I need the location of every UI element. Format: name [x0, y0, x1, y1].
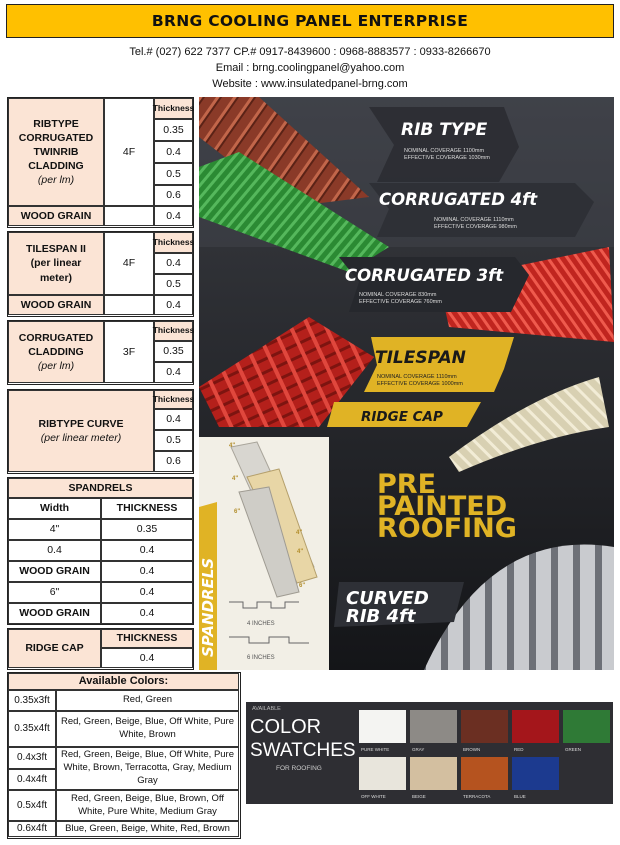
corrugated-3ft-coverage-1: NOMINAL COVERAGE 830mm [359, 292, 437, 298]
header-banner [6, 4, 614, 38]
swatch-pure-white [359, 710, 406, 743]
color-size-4: 0.5x4ft [8, 790, 56, 821]
corrugated-4ft-coverage-1: NOMINAL COVERAGE 1110mm [434, 217, 514, 223]
swatch-label-1: GRAY [412, 747, 425, 752]
swatch-green [563, 710, 610, 743]
painted-label: PAINTED [377, 491, 508, 522]
corrugated-name-1: CORRUGATED [18, 331, 94, 344]
ribtype-unit: (per lm) [37, 174, 75, 187]
swatch-red [512, 710, 559, 743]
swatch-terracota [461, 757, 508, 790]
spandrel-thickness-0: 0.35 [101, 519, 193, 540]
ribtype-width: 4F [104, 98, 154, 206]
color-list-0: Red, Green [56, 690, 239, 711]
spandrel-width-0: 4" [8, 519, 101, 540]
swatch-label-0: PURE WHITE [361, 747, 390, 752]
swatch-label-4: GREEN [565, 747, 582, 752]
ribtype-wood-grain: WOOD GRAIN [8, 206, 104, 226]
ribtype-thickness-0: 0.35 [154, 119, 193, 141]
ribtype-thickness-2: 0.5 [154, 163, 193, 185]
corrugated-3ft-label: CORRUGATED 3ft [345, 266, 504, 285]
ribcurve-unit: (per linear meter) [40, 432, 122, 444]
ribcurve-thickness-header: Thickness [154, 390, 193, 409]
ribcurve-thickness-1: 0.5 [154, 430, 193, 451]
tilespan-wood-grain: WOOD GRAIN [8, 295, 104, 315]
ribtype-table [7, 97, 194, 228]
tilespan-coverage-1: NOMINAL COVERAGE 1110mm [377, 374, 457, 380]
curved-label: CURVED [346, 588, 429, 609]
swatches-artwork [246, 702, 613, 804]
ridgecap-thickness: 0.4 [101, 648, 193, 668]
contact-website: Website : www.insulatedpanel-brng.com [212, 78, 408, 90]
company-title: BRNG COOLING PANEL ENTERPRISE [151, 12, 469, 30]
product-poster [199, 97, 614, 670]
spandrel-4-mark-3: 4" [296, 530, 303, 536]
rib-type-label: RIB TYPE [401, 120, 488, 140]
corrugated-unit: (per lm) [37, 360, 75, 373]
color-size-1: 0.35x4ft [8, 711, 56, 747]
corrugated-width: 3F [104, 321, 154, 383]
ribtype-name [8, 98, 104, 206]
spandrel-6-inches: 6 INCHES [247, 655, 275, 661]
spandrel-width-4: WOOD GRAIN [8, 603, 101, 624]
tilespan-name-3: meter) [39, 271, 73, 284]
swatch-brown [461, 710, 508, 743]
spandrel-width-2: WOOD GRAIN [8, 561, 101, 582]
swatch-label-2: BROWN [463, 747, 481, 752]
available-colors-table [7, 672, 241, 839]
ridge-cap-label: RIDGE CAP [361, 409, 443, 425]
ribtype-name-1: RIBTYPE [33, 117, 79, 130]
color-list-3: Red, Green, Beige, Blue, Off White, Pure White, Brown, Terracotta, Gray, Medium Gray [56, 747, 239, 790]
tilespan-name [8, 232, 104, 295]
tilespan-name-2: (per linear [30, 257, 82, 270]
spandrel-thickness-3: 0.4 [101, 582, 193, 603]
swatch-label-5: OFF WHITE [361, 794, 386, 799]
corrugated-4ft-coverage-2: EFFECTIVE COVERAGE 980mm [434, 224, 517, 230]
swatch-blue [512, 757, 559, 790]
corrugated-table [7, 320, 194, 385]
spandrel-6-mark-2: 6" [299, 583, 306, 589]
tilespan-wood-blank [104, 295, 154, 315]
ribcurve-table [7, 389, 194, 474]
spandrel-4-mark-1: 4" [229, 443, 236, 449]
ribcurve-name [8, 390, 154, 472]
tilespan-wood-thickness: 0.4 [154, 295, 193, 315]
swatch-label-6: BEIGE [412, 794, 426, 799]
corrugated-thickness-header: Thickness [154, 321, 193, 341]
rib-type-coverage-1: NOMINAL COVERAGE 1100mm [404, 148, 485, 154]
corrugated-thickness-0: 0.35 [154, 341, 193, 362]
ribcurve-thickness-2: 0.6 [154, 451, 193, 472]
pre-label: PRE [377, 469, 437, 500]
swatches-color-word: COLOR [250, 716, 322, 738]
tilespan-table [7, 231, 194, 317]
color-swatches-panel [246, 702, 613, 804]
corrugated-name [8, 321, 104, 383]
tilespan-label: TILESPAN [375, 348, 466, 368]
color-list-4: Red, Green, Beige, Blue, Brown, Off White, Pure White, Medium Gray [56, 790, 239, 821]
contact-email: Email : brng.coolingpanel@yahoo.com [215, 62, 405, 74]
spandrel-4-mark-2: 4" [232, 476, 239, 482]
swatch-beige [410, 757, 457, 790]
color-list-1: Red, Green, Beige, Blue, Off White, Pure White, Brown [56, 711, 239, 747]
color-list-5: Blue, Green, Beige, White, Red, Brown [56, 821, 239, 837]
ribcurve-thickness-0: 0.4 [154, 409, 193, 430]
tilespan-thickness-0: 0.4 [154, 253, 193, 274]
spandrels-col-thickness: THICKNESS [101, 498, 193, 519]
ribtype-wood-thickness: 0.4 [154, 206, 193, 226]
color-size-2: 0.4x3ft [8, 747, 56, 769]
color-size-3: 0.4x4ft [8, 769, 56, 790]
spandrel-width-3: 6" [8, 582, 101, 603]
tilespan-thickness-1: 0.5 [154, 274, 193, 295]
swatches-for-roofing: FOR ROOFING [276, 765, 322, 772]
corrugated-thickness-1: 0.4 [154, 362, 193, 383]
swatch-label-3: RED [514, 747, 524, 752]
ribtype-wood-blank [104, 206, 154, 226]
tilespan-coverage-2: EFFECTIVE COVERAGE 1000mm [377, 381, 463, 387]
ridgecap-thickness-header: THICKNESS [101, 629, 193, 648]
tilespan-thickness-header: Thickness [154, 232, 193, 253]
swatch-off-white [359, 757, 406, 790]
ribtype-thickness-header: Thickness [154, 98, 193, 119]
spandrels-label: SPANDRELS [199, 557, 217, 657]
spandrel-thickness-4: 0.4 [101, 603, 193, 624]
spandrels-table [7, 477, 194, 625]
spandrel-4-inches: 4 INCHES [247, 621, 275, 627]
tilespan-name-1: TILESPAN II [26, 243, 86, 256]
spandrel-width-1: 0.4 [8, 540, 101, 561]
ribtype-thickness-1: 0.4 [154, 141, 193, 163]
spandrel-6-mark-1: 6" [234, 509, 241, 515]
corrugated-name-2: CLADDING [28, 345, 84, 358]
swatch-gray [410, 710, 457, 743]
color-size-0: 0.35x3ft [8, 690, 56, 711]
ribcurve-name-text: RIBTYPE CURVE [38, 417, 124, 430]
ribtype-thickness-3: 0.6 [154, 185, 193, 206]
ribtype-name-4: CLADDING [28, 160, 84, 173]
spandrel-thickness-1: 0.4 [101, 540, 193, 561]
swatches-title: SWATCHES [250, 740, 356, 761]
ribtype-name-3: TWINRIB [33, 145, 79, 158]
spandrel-thickness-2: 0.4 [101, 561, 193, 582]
swatches-available: AVAILABLE [252, 706, 281, 712]
swatch-label-7: TERRACOTA [463, 794, 491, 799]
poster-artwork [199, 97, 614, 670]
spandrel-4-mark-4: 4" [297, 549, 304, 555]
available-colors-title: Available Colors: [8, 673, 239, 690]
contact-phones: Tel.# (027) 622 7377 CP.# 0917-8439600 : 0968-8883577 : 0933-8266670 [129, 46, 491, 58]
roofing-label: ROOFING [377, 513, 517, 544]
ribtype-name-2: CORRUGATED [18, 131, 94, 144]
corrugated-3ft-coverage-2: EFFECTIVE COVERAGE 760mm [359, 299, 442, 305]
ridgecap-table [7, 628, 194, 670]
spandrels-col-width: Width [8, 498, 101, 519]
color-size-5: 0.6x4ft [8, 821, 56, 837]
corrugated-4ft-label: CORRUGATED 4ft [379, 190, 538, 209]
tilespan-width: 4F [104, 232, 154, 295]
ridgecap-name: RIDGE CAP [8, 629, 101, 668]
swatch-label-8: BLUE [514, 794, 526, 799]
spandrels-title: SPANDRELS [8, 478, 193, 498]
rib-type-coverage-2: EFFECTIVE COVERAGE 1030mm [404, 155, 490, 161]
rib-4ft-label: RIB 4ft [346, 606, 416, 627]
